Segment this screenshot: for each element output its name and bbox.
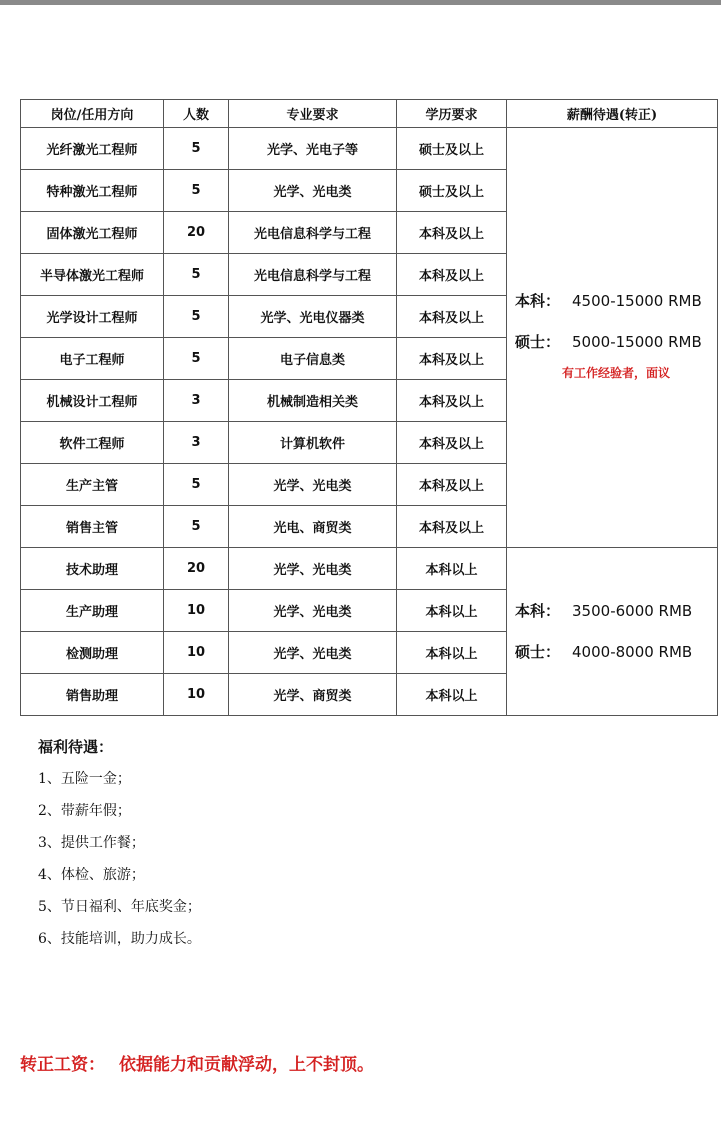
- position-cell: 固体激光工程师: [21, 212, 164, 254]
- regular-salary-note: [20, 1050, 374, 1075]
- count-cell: 5: [164, 296, 229, 338]
- position-cell: 半导体激光工程师: [21, 254, 164, 296]
- count-cell: 10: [164, 632, 229, 674]
- table-header-row: [21, 100, 718, 128]
- regular-salary-text: 依据能力和贡献浮动，上不封顶。: [119, 1055, 374, 1075]
- top-bar: [0, 0, 721, 5]
- major-cell: 光电、商贸类: [229, 506, 397, 548]
- position-cell: 机械设计工程师: [21, 380, 164, 422]
- position-cell: 销售主管: [21, 506, 164, 548]
- position-cell: 检测助理: [21, 632, 164, 674]
- major-cell: 光学、光电类: [229, 632, 397, 674]
- major-cell: 光电信息科学与工程: [229, 254, 397, 296]
- position-cell: 特种激光工程师: [21, 170, 164, 212]
- salary-cell-group2: [507, 548, 718, 716]
- table-row: [21, 128, 718, 170]
- benefits-title: 福利待遇：: [38, 738, 114, 756]
- benefit-item: 1、五险一金；: [38, 771, 131, 787]
- major-cell: 光学、光电类: [229, 464, 397, 506]
- position-cell: 销售助理: [21, 674, 164, 716]
- major-cell: 光学、光电仪器类: [229, 296, 397, 338]
- major-cell: 光学、光电子等: [229, 128, 397, 170]
- header-position: 岗位/任用方向: [21, 100, 164, 128]
- education-cell: 本科以上: [397, 590, 507, 632]
- major-cell: 光学、光电类: [229, 548, 397, 590]
- count-cell: 5: [164, 338, 229, 380]
- salary-master-amount: 5000-15000 RMB: [572, 333, 702, 351]
- education-cell: 本科及以上: [397, 296, 507, 338]
- position-cell: 软件工程师: [21, 422, 164, 464]
- count-cell: 3: [164, 380, 229, 422]
- education-cell: 本科及以上: [397, 338, 507, 380]
- count-cell: 5: [164, 128, 229, 170]
- benefit-item: 5、节日福利、年底奖金；: [38, 899, 201, 915]
- benefit-item: 4、体检、旅游；: [38, 867, 145, 883]
- salary-bachelor-amount: 4500-15000 RMB: [572, 292, 702, 310]
- count-cell: 10: [164, 674, 229, 716]
- benefit-item: 2、带薪年假；: [38, 803, 131, 819]
- header-salary: 薪酬待遇(转正): [507, 100, 718, 128]
- count-cell: 5: [164, 254, 229, 296]
- header-education: 学历要求: [397, 100, 507, 128]
- recruitment-table: [20, 99, 718, 716]
- education-cell: 本科及以上: [397, 380, 507, 422]
- salary-note: 有工作经验者，面议: [561, 366, 670, 380]
- major-cell: 计算机软件: [229, 422, 397, 464]
- salary-bachelor-line: [515, 601, 717, 620]
- count-cell: 5: [164, 464, 229, 506]
- education-cell: 本科及以上: [397, 464, 507, 506]
- education-cell: 本科及以上: [397, 422, 507, 464]
- education-cell: 硕士及以上: [397, 170, 507, 212]
- salary-bachelor-amount: 3500-6000 RMB: [572, 601, 693, 620]
- salary-master-label: 硕士：: [515, 333, 561, 351]
- salary-master-line: [515, 335, 717, 350]
- salary-master-label: 硕士：: [515, 642, 561, 661]
- count-cell: 20: [164, 548, 229, 590]
- count-cell: 20: [164, 212, 229, 254]
- salary-master-line: [515, 642, 717, 661]
- position-cell: 技术助理: [21, 548, 164, 590]
- position-cell: 光纤激光工程师: [21, 128, 164, 170]
- count-cell: 3: [164, 422, 229, 464]
- header-count: 人数: [164, 100, 229, 128]
- education-cell: 本科以上: [397, 674, 507, 716]
- benefit-item: 6、技能培训，助力成长。: [38, 931, 201, 947]
- education-cell: 本科及以上: [397, 254, 507, 296]
- education-cell: 本科以上: [397, 632, 507, 674]
- position-cell: 生产主管: [21, 464, 164, 506]
- header-major: 专业要求: [229, 100, 397, 128]
- major-cell: 光学、商贸类: [229, 674, 397, 716]
- position-cell: 生产助理: [21, 590, 164, 632]
- regular-salary-label: 转正工资：: [20, 1055, 105, 1075]
- position-cell: 电子工程师: [21, 338, 164, 380]
- salary-master-amount: 4000-8000 RMB: [572, 642, 693, 661]
- major-cell: 光学、光电类: [229, 590, 397, 632]
- table-row: [21, 548, 718, 590]
- major-cell: 光电信息科学与工程: [229, 212, 397, 254]
- education-cell: 本科以上: [397, 548, 507, 590]
- major-cell: 电子信息类: [229, 338, 397, 380]
- major-cell: 光学、光电类: [229, 170, 397, 212]
- position-cell: 光学设计工程师: [21, 296, 164, 338]
- major-cell: 机械制造相关类: [229, 380, 397, 422]
- salary-bachelor-label: 本科：: [515, 601, 561, 620]
- salary-bachelor-label: 本科：: [515, 292, 561, 310]
- count-cell: 5: [164, 170, 229, 212]
- education-cell: 硕士及以上: [397, 128, 507, 170]
- count-cell: 5: [164, 506, 229, 548]
- education-cell: 本科及以上: [397, 212, 507, 254]
- count-cell: 10: [164, 590, 229, 632]
- education-cell: 本科及以上: [397, 506, 507, 548]
- salary-bachelor-line: [515, 294, 717, 309]
- benefit-item: 3、提供工作餐；: [38, 835, 145, 851]
- benefits-section: [38, 736, 201, 961]
- salary-cell-group1: [507, 128, 718, 548]
